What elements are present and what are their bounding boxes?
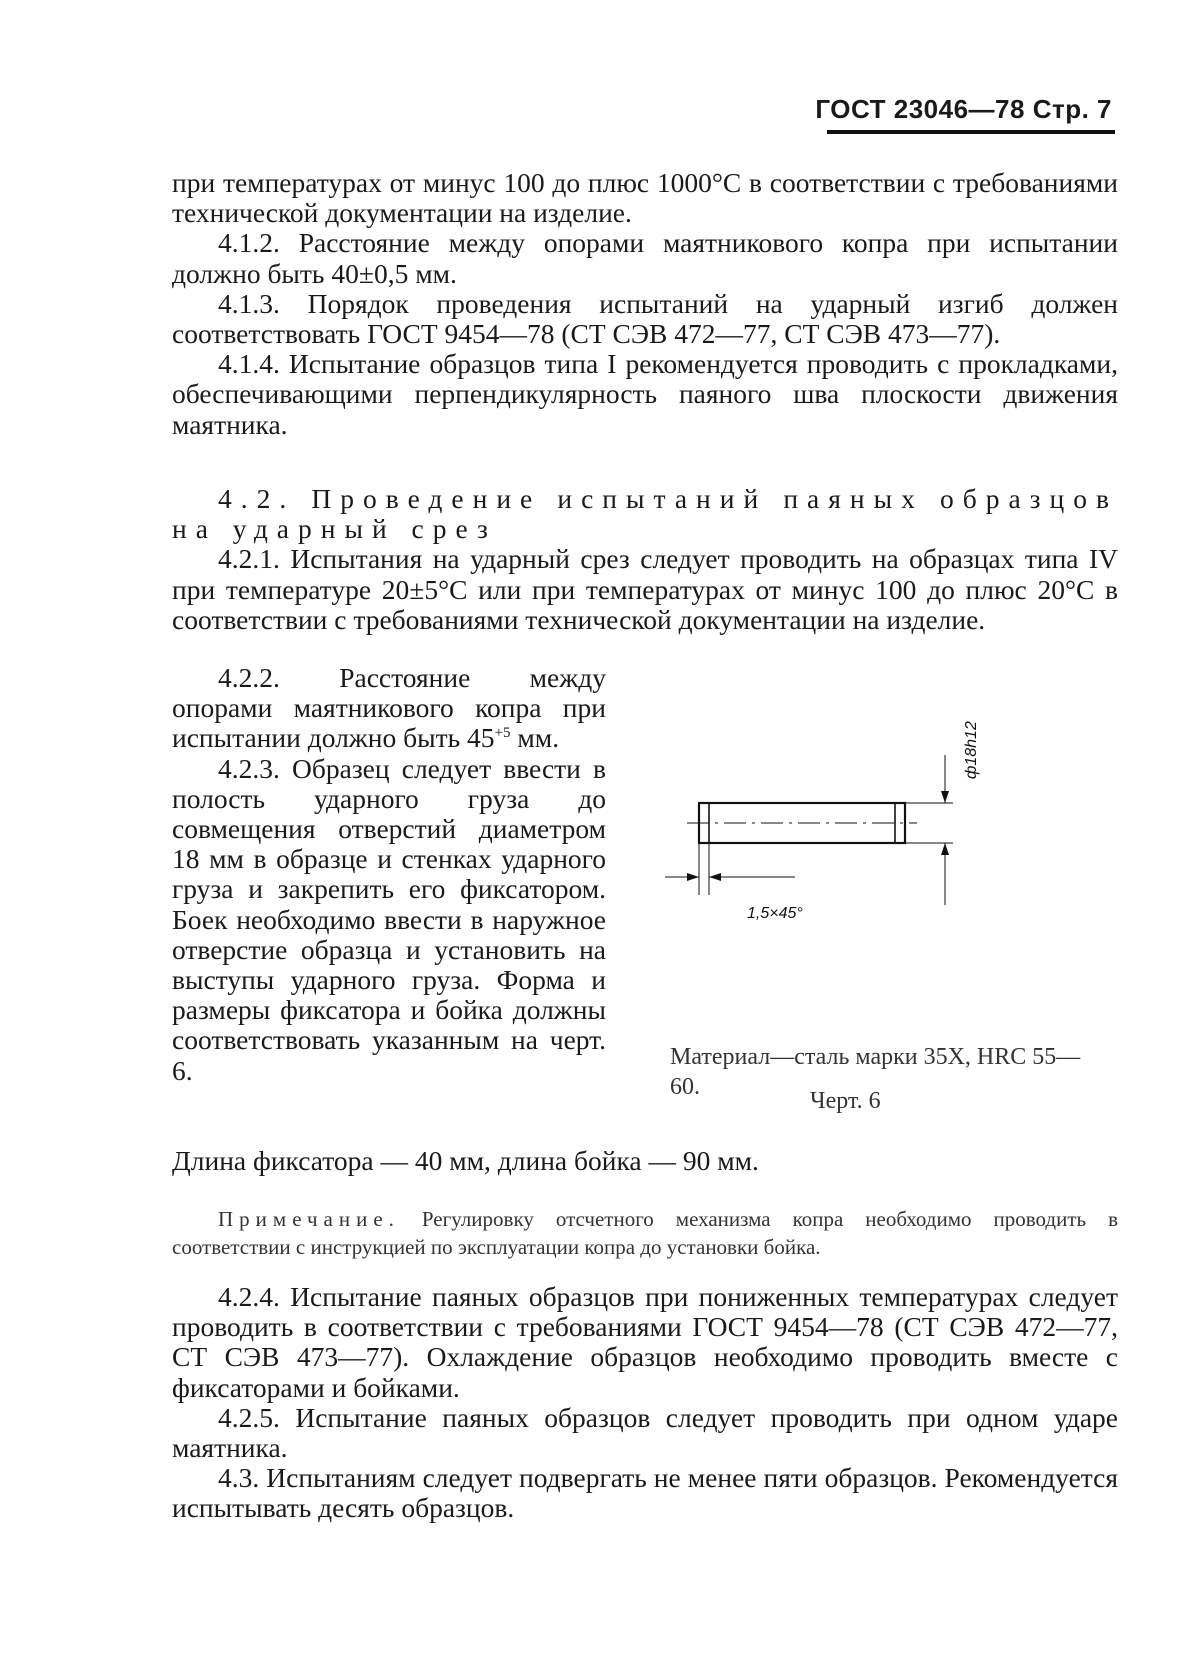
drawing-fig-6: [665, 721, 1085, 995]
length-line: Длина фиксатора — 40 мм, длина бойка — 90 мм.: [172, 1145, 759, 1176]
paragraph-4-1-4: 4.1.4. Испытание образцов типа I рекомендуется проводить с прокладками, обеспечивающими перпендикулярность паяного шва плоскости движения маятника.: [172, 348, 1118, 440]
section-heading-4-2: 4.2. Проведение испытаний паяных образцов на ударный срез: [172, 483, 1118, 545]
paragraph-4-2-4: 4.2.4. Испытание паяных образцов при пониженных температурах следует проводить в соответствии с требованиями ГОСТ 9454—78 (СТ СЭВ 472—77, СТ СЭВ 473—77). Охлаждение образцов необходимо проводить вместе с фиксаторами и бойками.: [172, 1281, 1118, 1403]
paragraph-4-3: 4.3. Испытаниям следует подвергать не менее пяти образцов. Рекомендуется испытывать десять образцов.: [172, 1462, 1118, 1524]
standard-number: ГОСТ 23046—78: [815, 94, 1025, 124]
note-label: Примечание.: [218, 1207, 400, 1231]
pin-drawing: [665, 755, 1085, 995]
paragraph-4-1-3: 4.1.3. Порядок проведения испытаний на ударный изгиб должен соответствовать ГОСТ 9454—78 (СТ СЭВ 472—77, СТ СЭВ 473—77).: [172, 287, 1118, 350]
arrow-chamfer-right: [709, 873, 721, 881]
material-caption: Материал—сталь марки 35Х, HRC 55—60.: [670, 1044, 1081, 1100]
header-rule: [827, 130, 1115, 134]
arrow-chamfer-left: [687, 873, 699, 881]
paragraph-4-2-2: [172, 663, 606, 754]
paragraph-4-1-2: 4.1.2. Расстояние между опорами маятникового копра при испытании должно быть 40±0,5 мм.: [172, 227, 1118, 289]
diameter-label: ф18h12: [963, 721, 980, 779]
bottom-text-block: [172, 1282, 1118, 1524]
paragraph-4-2-2-unit: мм.: [510, 722, 560, 754]
paragraph-4-2-3: 4.2.3. Образец следует ввести в полость ударного груза до совмещения отверстий диаметром 18 мм в образце и стенках ударного груза и закрепить его фиксатором. Боек необходимо ввести в наружное отверстие образца и установить на выступы ударного груза. Форма и размеры фиксатора и бойка должны соответствовать указанным на черт. 6.: [172, 752, 606, 1086]
chamfer-label: 1,5×45°: [747, 905, 803, 922]
paragraph-4-2-2-text: 4.2.2. Расстояние между опорами маятникового копра при испытании должно быть 45: [172, 662, 606, 754]
note-block: [172, 1205, 1118, 1261]
paragraph-4-2-1: 4.2.1. Испытания на ударный срез следует проводить на образцах типа IV при температуре 20±5°С или при температурах от минус 100 до плюс 20°С в соответствии с требованиями технической документации на изделие.: [172, 543, 1118, 635]
paragraph-continuation: при температурах от минус 100 до плюс 1000°С в соответствии с требованиями технической документации на изделие.: [172, 167, 1118, 229]
top-text-block: [172, 168, 1118, 440]
note-text: Регулировку отсчетного механизма копра необходимо проводить в соответствии с инструкцией по эксплуатации копра до установки бойка.: [172, 1207, 1118, 1259]
note-paragraph: [172, 1205, 1118, 1261]
page-number: Стр. 7: [1032, 94, 1112, 124]
page-header: [815, 94, 1112, 125]
paragraph-4-2-5: 4.2.5. Испытание паяных образцов следует проводить при одном ударе маятника.: [172, 1401, 1118, 1464]
section-4-2: [172, 484, 1118, 635]
arrow-bottom: [941, 843, 949, 855]
figure-title: Черт. 6: [810, 1088, 881, 1114]
narrow-text-column: [172, 663, 606, 1086]
arrow-top: [941, 791, 949, 803]
tolerance-superscript: +5: [494, 725, 511, 742]
